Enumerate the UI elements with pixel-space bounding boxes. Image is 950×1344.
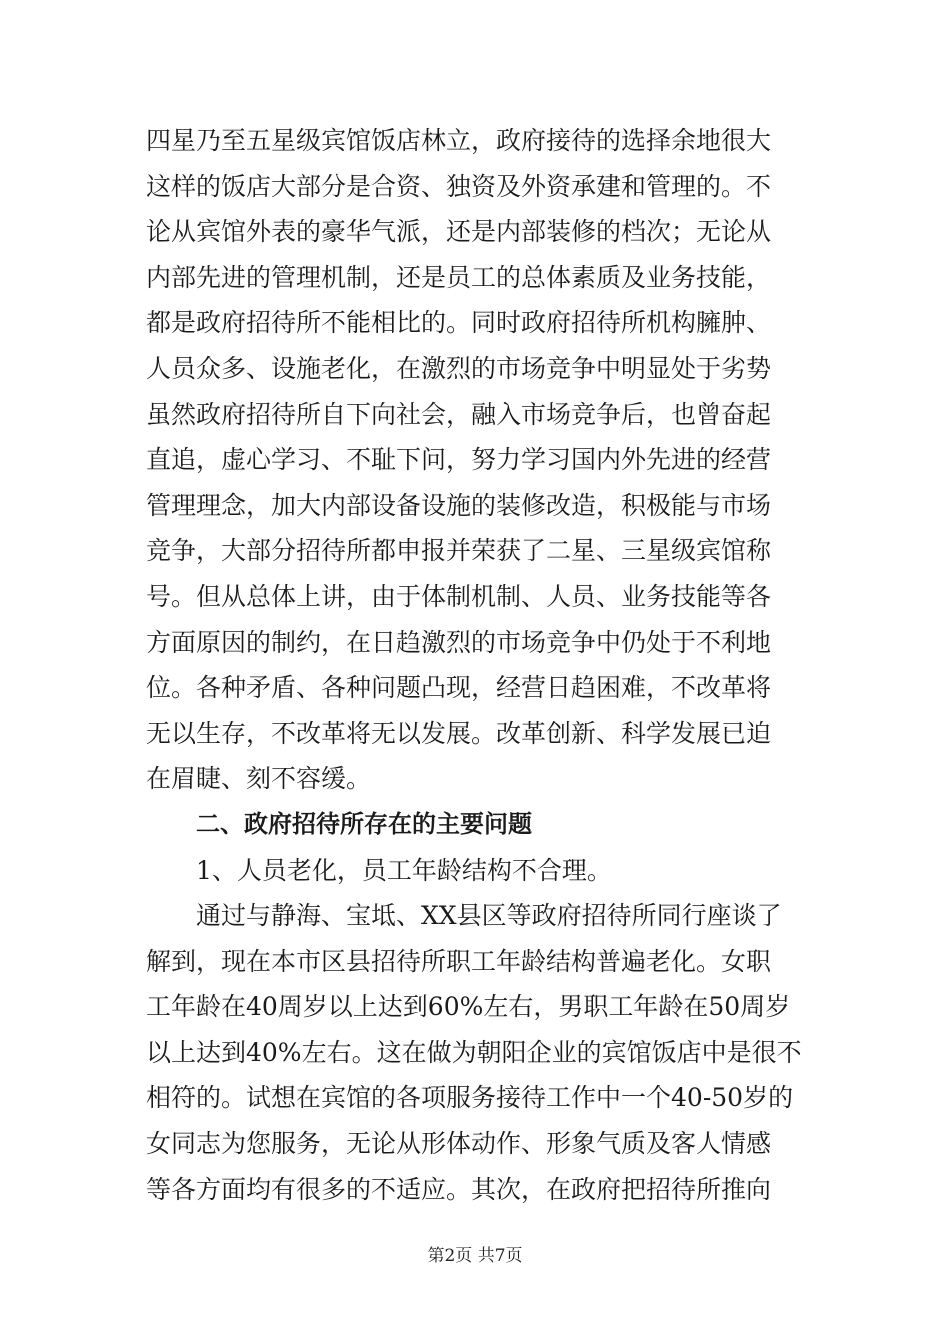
paragraph-line: 女同志为您服务，无论从形体动作、形象气质及客人情感 (146, 1129, 772, 1159)
paragraph-line: 这样的饭店大部分是合资、独资及外资承建和管理的。不 (146, 171, 772, 201)
paragraph-line: 方面原因的制约，在日趋激烈的市场竞争中仍处于不利地 (146, 627, 772, 657)
section-heading: 二、政府招待所存在的主要问题 (196, 809, 532, 838)
document-body (146, 118, 816, 1212)
paragraph-line: 解到，现在本市区县招待所职工年龄结构普遍老化。女职 (146, 946, 772, 976)
paragraph-line: 人员众多、设施老化，在激烈的市场竞争中明显处于劣势 (146, 353, 772, 383)
paragraph-line: 号。但从总体上讲，由于体制机制、人员、业务技能等各 (146, 581, 772, 611)
paragraph-line: 工年龄在40周岁以上达到60%左右，男职工年龄在50周岁 (146, 992, 791, 1022)
paragraph-line: 虽然政府招待所自下向社会，融入市场竞争后，也曾奋起 (146, 399, 772, 429)
paragraph-first-line: 通过与静海、宝坻、XX县区等政府招待所同行座谈了 (196, 901, 782, 931)
paragraph-line: 位。各种矛盾、各种问题凸现，经营日趋困难，不改革将 (146, 673, 772, 703)
paragraph-line: 四星乃至五星级宾馆饭店林立，政府接待的选择余地很大 (146, 126, 772, 155)
paragraph-line: 以上达到40%左右。这在做为朝阳企业的宾馆饭店中是很不 (146, 1037, 802, 1067)
paragraph-line: 在眉睫、刻不容缓。 (146, 764, 372, 794)
page-number-footer: 第2页 共7页 (427, 1246, 523, 1266)
paragraph-first-line: 1、人员老化，员工年龄结构不合理。 (196, 855, 612, 885)
paragraph-line: 无以生存，不改革将无以发展。改革创新、科学发展已迫 (146, 718, 772, 748)
paragraph-line: 内部先进的管理机制，还是员工的总体素质及业务技能， (146, 262, 772, 292)
paragraph-line: 都是政府招待所不能相比的。同时政府招待所机构臃肿、 (146, 308, 772, 338)
paragraph-line: 论从宾馆外表的豪华气派，还是内部装修的档次；无论从 (146, 217, 772, 247)
paragraph-line: 相符的。试想在宾馆的各项服务接待工作中一个40-50岁的 (146, 1083, 794, 1113)
paragraph-line: 等各方面均有很多的不适应。其次，在政府把招待所推向 (146, 1174, 772, 1204)
paragraph-line: 管理理念，加大内部设备设施的装修改造，积极能与市场 (146, 490, 772, 520)
paragraph-line: 竞争，大部分招待所都申报并荣获了二星、三星级宾馆称 (146, 536, 772, 566)
paragraph-line: 直追，虚心学习、不耻下问，努力学习国内外先进的经营 (146, 445, 772, 475)
